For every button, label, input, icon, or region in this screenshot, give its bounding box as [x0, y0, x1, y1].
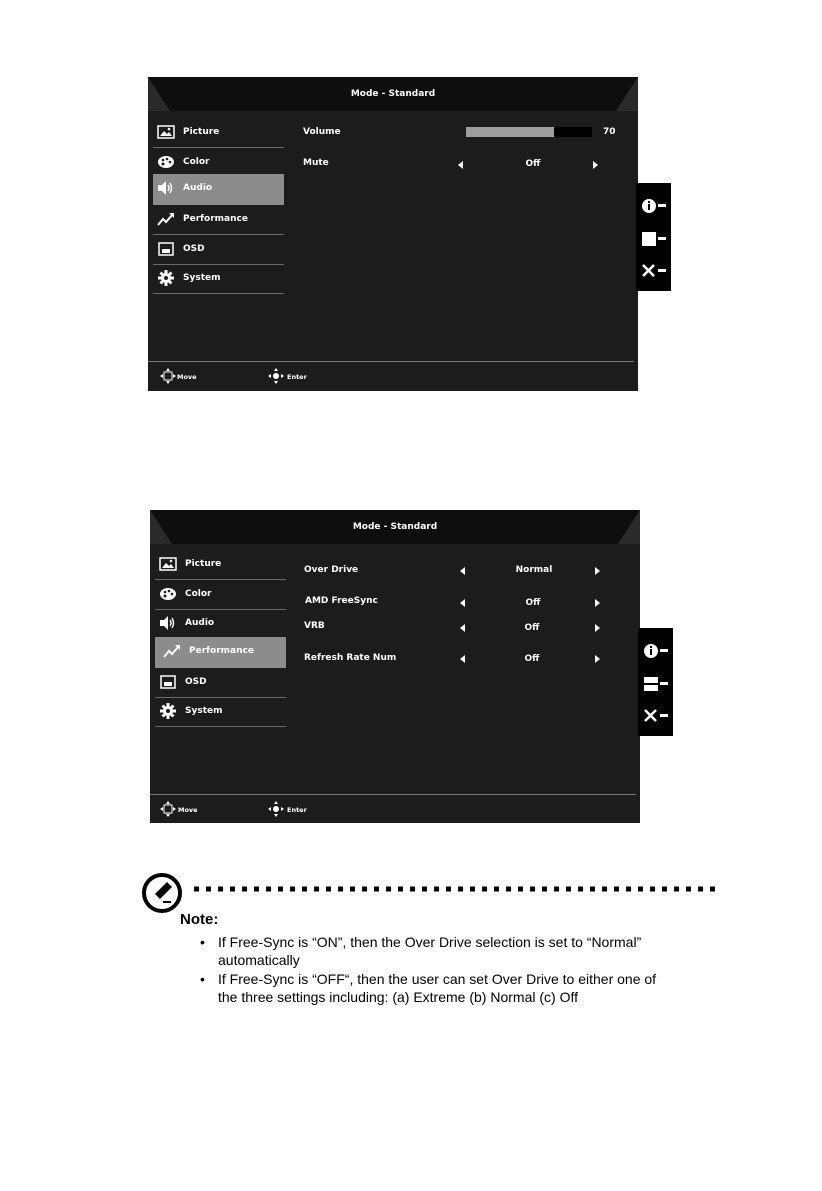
osd-performance-screen [150, 510, 640, 823]
info-icon[interactable] [642, 640, 670, 662]
enter-dpad-icon [268, 801, 284, 817]
gear-icon [157, 270, 175, 286]
menu-item-performance[interactable] [153, 205, 284, 235]
menu-label: Color [185, 589, 212, 599]
performance-chart-icon [163, 643, 181, 659]
menu-item-osd[interactable] [155, 668, 286, 698]
menu-label: Color [183, 157, 210, 167]
color-palette-icon [157, 154, 175, 170]
overdrive-prev-arrow[interactable] [460, 567, 465, 575]
volume-value: 70 [603, 127, 616, 137]
overdrive-value: Normal [515, 565, 553, 575]
speaker-icon [159, 615, 177, 631]
enter-dpad-icon [268, 368, 284, 384]
picture-icon [157, 124, 175, 140]
performance-chart-icon [157, 211, 175, 227]
osd-mode-title: Mode - Standard [352, 522, 438, 532]
gear-icon [159, 703, 177, 719]
vrb-next-arrow[interactable] [595, 624, 600, 632]
picture-icon [159, 556, 177, 572]
vrb-value: Off [524, 623, 540, 633]
menu-item-audio[interactable] [155, 609, 286, 639]
vrb-prev-arrow[interactable] [460, 624, 465, 632]
bullet: • [200, 934, 205, 950]
bullet: • [200, 971, 205, 987]
osd-mode-title: Mode - Standard [350, 89, 436, 99]
menu-label: Audio [183, 183, 213, 193]
menu-item-performance[interactable] [155, 637, 286, 668]
osd-audio-screen [148, 77, 638, 391]
menu-item-audio[interactable] [153, 174, 284, 205]
mute-label: Mute [303, 158, 329, 168]
osd-window-icon [157, 241, 175, 257]
menu-label: OSD [183, 244, 205, 254]
refresh-rate-label: Refresh Rate Num [304, 653, 397, 663]
enter-hint: Enter [287, 373, 307, 381]
menu-item-picture[interactable] [155, 550, 286, 580]
footer-divider [150, 794, 636, 795]
overdrive-next-arrow[interactable] [595, 567, 600, 575]
vrb-label: VRB [304, 621, 325, 631]
close-icon[interactable] [642, 705, 670, 727]
menu-label: System [183, 273, 221, 283]
menu-label: Performance [189, 646, 254, 656]
move-hint: Move [178, 806, 198, 814]
volume-slider[interactable] [466, 127, 592, 137]
osd-header [148, 77, 638, 111]
freesync-next-arrow[interactable] [595, 599, 600, 607]
menu-item-system[interactable] [153, 264, 284, 294]
refresh-rate-next-arrow[interactable] [595, 655, 600, 663]
refresh-rate-value: Off [524, 654, 540, 664]
side-button-panel [638, 628, 673, 736]
move-dpad-icon [160, 801, 176, 817]
menu-item-picture[interactable] [153, 118, 284, 148]
mute-value: Off [525, 159, 541, 169]
note-list [200, 933, 670, 1007]
osd-window-icon [159, 674, 177, 690]
menu-label: Audio [185, 618, 215, 628]
close-icon[interactable] [640, 260, 668, 282]
note-title: Note: [180, 911, 219, 928]
input-icon[interactable] [642, 673, 670, 695]
osd-header [150, 510, 640, 544]
menu-item-osd[interactable] [153, 235, 284, 265]
volume-label: Volume [303, 127, 341, 137]
freesync-value: Off [525, 598, 541, 608]
move-dpad-icon [160, 368, 176, 384]
color-palette-icon [159, 586, 177, 602]
menu-label: System [185, 706, 223, 716]
menu-label: OSD [185, 677, 207, 687]
note-dotted-divider [192, 885, 718, 893]
enter-hint: Enter [287, 806, 307, 814]
move-hint: Move [177, 373, 197, 381]
info-icon[interactable] [640, 195, 668, 217]
footer-divider [148, 361, 634, 362]
menu-label: Picture [183, 127, 220, 137]
note-item-text: If Free-Sync is “OFF“, then the user can set Over Drive to either one of the three settings including: (a) Extreme (b) Normal (c) Off [218, 971, 657, 1005]
note-pen-icon [141, 872, 183, 914]
menu-item-system[interactable] [155, 697, 286, 727]
mute-next-arrow[interactable] [593, 161, 598, 169]
menu-item-color[interactable] [155, 580, 286, 610]
side-button-panel [636, 183, 671, 291]
menu-label: Performance [183, 214, 248, 224]
freesync-label: AMD FreeSync [305, 596, 378, 606]
freesync-prev-arrow[interactable] [460, 599, 465, 607]
mute-prev-arrow[interactable] [458, 161, 463, 169]
volume-slider-fill [466, 127, 554, 137]
refresh-rate-prev-arrow[interactable] [460, 655, 465, 663]
speaker-icon [157, 180, 175, 196]
note-item-text: If Free-Sync is “ON”, then the Over Drive selection is set to “Normal” automatically [218, 934, 642, 968]
menu-label: Picture [185, 559, 222, 569]
note-item [200, 933, 670, 969]
input-icon[interactable] [640, 228, 668, 250]
overdrive-label: Over Drive [304, 565, 359, 575]
note-item [200, 970, 670, 1006]
